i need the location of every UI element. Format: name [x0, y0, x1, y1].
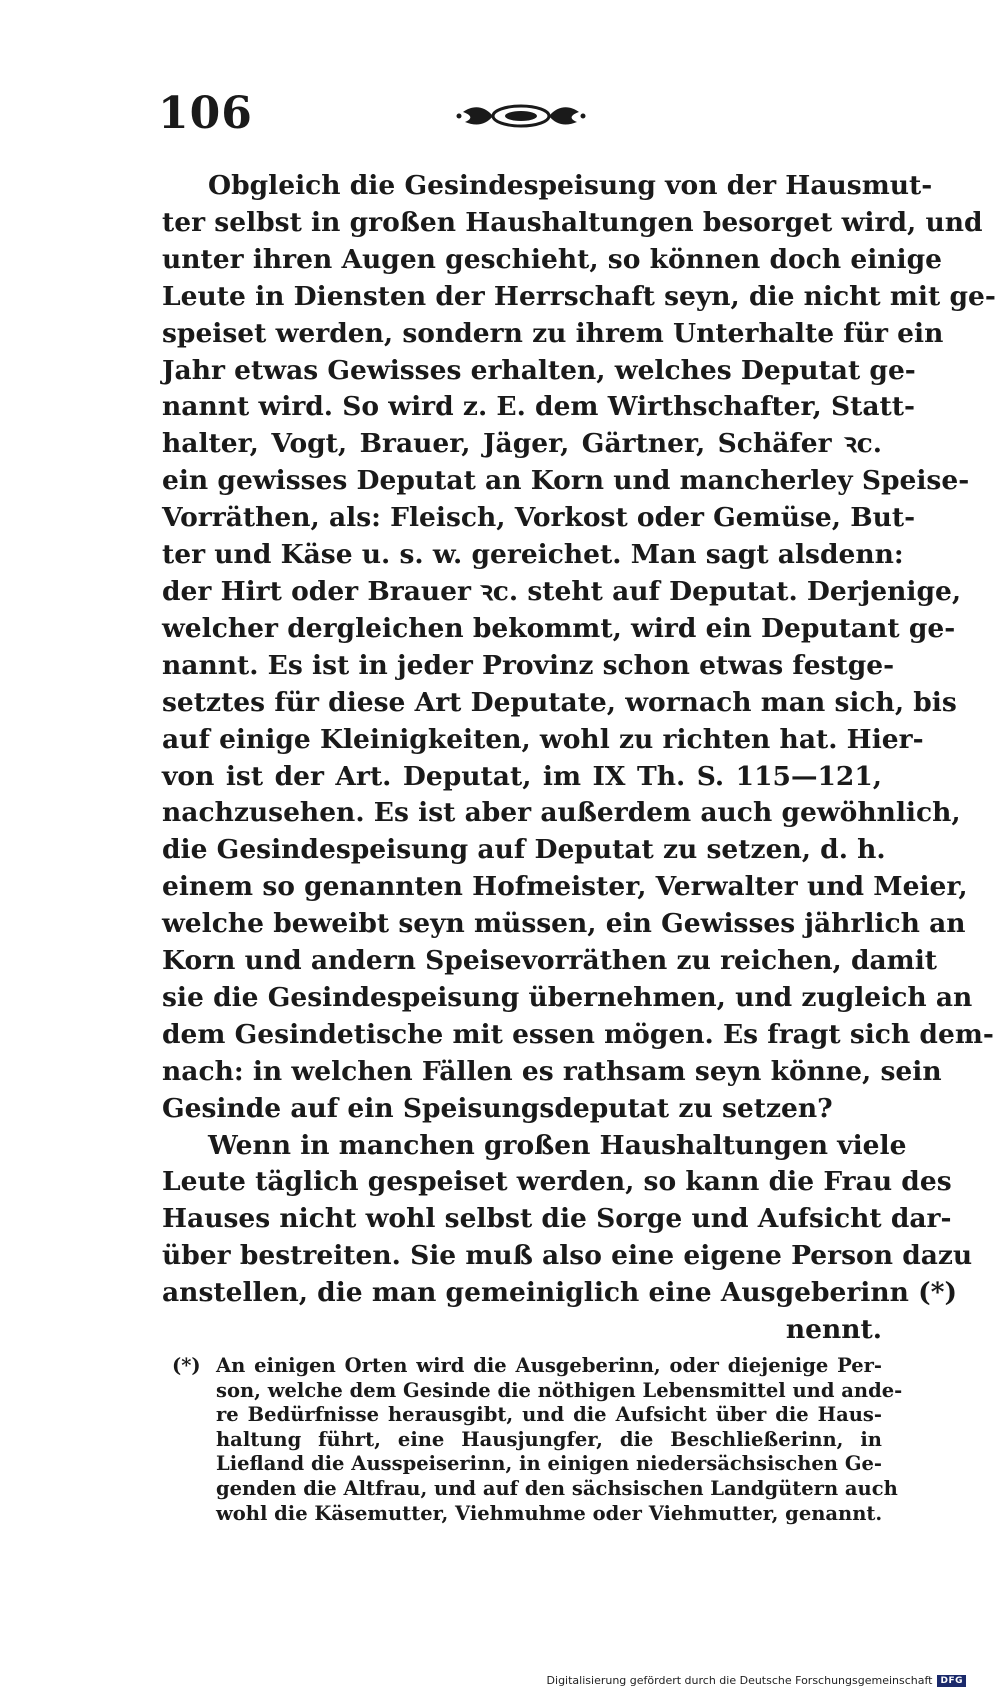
text-line: ter selbst in großen Haushaltungen besorget wird, und: [162, 206, 983, 238]
dfg-logo: DFG: [937, 1675, 966, 1687]
text-line: ter und Käse u. s. w. gereichet. Man sagt alsdenn:: [162, 539, 904, 571]
text-line: die Gesindespeisung auf Deputat zu setzen, d. h.: [162, 834, 886, 866]
text-line: Jahr etwas Gewisses erhalten, welches Deputat ge-: [162, 354, 916, 386]
text-line: welche beweibt seyn müssen, ein Gewisses jährlich an: [162, 908, 966, 940]
text-line: nach: in welchen Fällen es rathsam seyn könne, sein: [162, 1055, 942, 1087]
catchword: nennt.: [785, 1314, 882, 1346]
footnote-line: wohl die Käsemutter, Viehmuhme oder Viehmutter, genannt.: [216, 1501, 883, 1525]
text-line: Obgleich die Gesindespeisung von der Hausmut-: [208, 170, 933, 201]
text-line: Korn und andern Speisevorräthen zu reichen, damit: [162, 945, 938, 977]
text-line: setztes für diese Art Deputate, wornach man sich, bis: [162, 686, 957, 718]
page-number: 106: [158, 88, 253, 139]
text-line: anstellen, die man gemeiniglich eine Ausgeberinn (*): [162, 1277, 958, 1309]
text-line: Hauses nicht wohl selbst die Sorge und Aufsicht dar-: [162, 1203, 952, 1235]
text-line: welcher dergleichen bekommt, wird ein Deputant ge-: [162, 612, 956, 644]
text-line: der Hirt oder Brauer ꝛc. steht auf Deputat. Derjenige,: [162, 575, 962, 607]
footnote-line: son, welche dem Gesinde die nöthigen Lebensmittel und ande-: [216, 1378, 903, 1402]
text-line: speiset werden, sondern zu ihrem Unterhalte für ein: [162, 317, 944, 349]
text-line: über bestreiten. Sie muß also eine eigene Person dazu: [162, 1240, 973, 1272]
credit-text: Digitalisierung gefördert durch die Deutsche Forschungsgemeinschaft: [546, 1674, 933, 1687]
footnote-line: re Bedürfnisse herausgibt, und die Aufsicht über die Haus-: [216, 1403, 882, 1427]
footnote-line: genden die Altfrau, und auf den sächsischen Landgütern auch: [216, 1476, 898, 1500]
text-line: Leute in Diensten der Herrschaft seyn, die nicht mit ge-: [162, 280, 996, 312]
text-line: dem Gesindetische mit essen mögen. Es fragt sich dem-: [162, 1018, 994, 1050]
footnote-line: haltung führt, eine Hausjungfer, die Beschließerinn, in: [216, 1427, 882, 1451]
text-line: Gesinde auf ein Speisungsdeputat zu setzen?: [162, 1092, 833, 1124]
footnote-marker: (*): [172, 1354, 201, 1377]
ornament-icon: [455, 102, 587, 130]
text-line: nachzusehen. Es ist aber außerdem auch gewöhnlich,: [162, 797, 961, 829]
body-text: [162, 168, 996, 1349]
text-line: Leute täglich gespeiset werden, so kann die Frau des: [162, 1166, 952, 1198]
text-line: sie die Gesindespeisung übernehmen, und zugleich an: [162, 981, 973, 1013]
text-line: auf einige Kleinigkeiten, wohl zu richten hat. Hier-: [162, 723, 924, 755]
footnote: [172, 1354, 903, 1526]
footnote-line: An einigen Orten wird die Ausgeberinn, oder diejenige Per-: [216, 1354, 882, 1377]
digitization-credit: [547, 1674, 966, 1687]
text-line: nannt wird. So wird z. E. dem Wirthschafter, Statt-: [162, 391, 916, 423]
footnote-line: Liefland die Ausspeiserinn, in einigen niedersächsischen Ge-: [216, 1452, 882, 1476]
text-line: von ist der Art. Deputat, im IX Th. S. 115—121,: [162, 760, 882, 792]
text-line: Wenn in manchen großen Haushaltungen viele: [208, 1129, 907, 1161]
text-line: Vorräthen, als: Fleisch, Vorkost oder Gemüse, But-: [162, 502, 916, 534]
text-line: einem so genannten Hofmeister, Verwalter und Meier,: [162, 871, 968, 903]
text-line: nannt. Es ist in jeder Provinz schon etwas festge-: [162, 649, 895, 681]
text-line: unter ihren Augen geschieht, so können doch einige: [162, 243, 943, 275]
text-line: ein gewisses Deputat an Korn und mancherley Speise-: [162, 465, 970, 497]
text-line: halter, Vogt, Brauer, Jäger, Gärtner, Schäfer ꝛc.: [162, 428, 882, 460]
